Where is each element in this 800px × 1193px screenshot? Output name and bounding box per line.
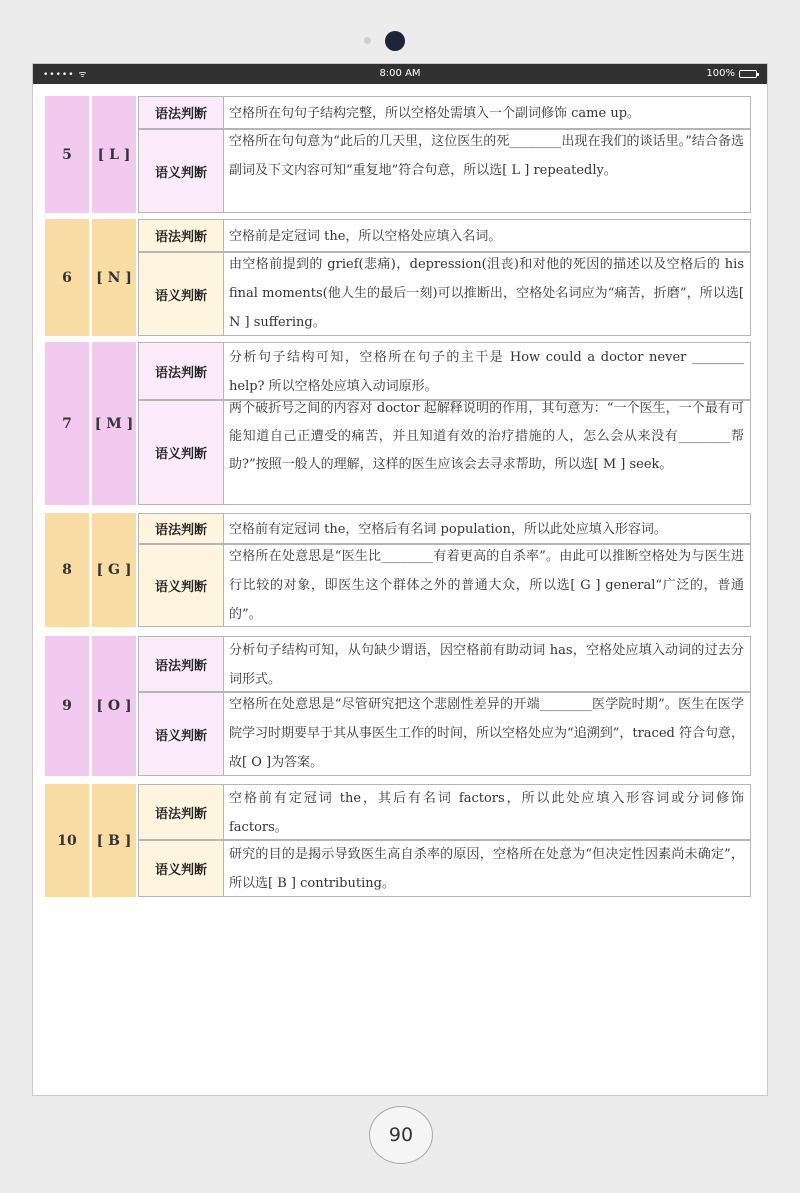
explanation-text: 研究的目的是揭示导致医生高自杀率的原因，空格所在处意为“但决定性因素尚未确定”，所以选[ B ] contributing。 [229,847,744,891]
tablet-screen [32,63,768,1096]
explanation-text: 空格前是定冠词 the，所以空格处应填入名词。 [229,229,502,244]
answer-letter: [ M ] [92,342,136,505]
front-camera [385,31,405,51]
grammar-row [138,636,751,692]
question-number: 7 [45,342,89,505]
category-label: 语法判断 [139,785,224,839]
signal-icon: ••••• ᯤ [43,70,88,80]
explanation-text: 分析句子结构可知，从句缺少谓语，因空格前有助动词 has，空格处应填入动词的过去分词形式。 [229,643,744,687]
status-time: 8:00 AM [379,68,421,79]
grammar-row [138,784,751,840]
battery-icon [739,70,757,78]
explanation-text: 空格前有定冠词 the，其后有名词 factors，所以此处应填入形容词或分词修饰 factors。 [229,791,744,835]
category-label: 语义判断 [139,253,224,335]
question-number: 9 [45,636,89,776]
answer-item-6 [45,219,751,336]
ambient-sensor [364,37,371,44]
category-label: 语义判断 [139,130,224,212]
meaning-row [138,692,751,776]
question-number: 6 [45,219,89,336]
explanation-text: 空格所在句句意为“此后的几天里，这位医生的死________出现在我们的谈话里。”结合备选副词及下文内容可知“重复地”符合句意，所以选[ L ] repeatedly。 [229,134,744,178]
explanation-text: 空格前有定冠词 the，空格后有名词 population，所以此处应填入形容词。 [229,522,667,537]
question-number: 8 [45,513,89,627]
category-label: 语法判断 [139,637,224,691]
answer-letter: [ L ] [92,96,136,213]
answer-item-8 [45,513,751,627]
meaning-row [138,252,751,336]
question-number: 10 [45,784,89,897]
answer-item-7 [45,342,751,505]
answer-letter: [ N ] [92,219,136,336]
category-label: 语法判断 [139,343,224,399]
category-label: 语义判断 [139,401,224,504]
meaning-row [138,544,751,627]
question-number: 5 [45,96,89,213]
grammar-row [138,513,751,544]
meaning-row [138,840,751,897]
category-label: 语义判断 [139,693,224,775]
category-label: 语义判断 [139,841,224,896]
category-label: 语义判断 [139,545,224,626]
answer-item-5 [45,96,751,213]
page-number: 90 [369,1106,433,1164]
answer-letter: [ G ] [92,513,136,627]
grammar-row [138,342,751,400]
explanation-text: 两个破折号之间的内容对 doctor 起解释说明的作用，其句意为：“一个医生，一个最有可能知道自己正遭受的痛苦，并且知道有效的治疗措施的人，怎么会从来没有________帮助?”按照一般人的理解，这样的医生应该会去寻求帮助，所以选[ M ] seek。 [229,401,744,472]
answer-item-9 [45,636,751,776]
grammar-row [138,96,751,129]
answer-letter: [ O ] [92,636,136,776]
battery-percent: 100% [706,68,735,79]
answer-letter: [ B ] [92,784,136,897]
explanation-text: 空格所在处意思是“尽管研究把这个悲剧性差异的开端________医学院时期”。医生在医学院学习时期要早于其从事医生工作的时间，所以空格处应为“追溯到”，traced 符合句意，故[ O ]为答案。 [229,697,744,770]
explanation-text: 由空格前提到的 grief(悲痛)，depression(沮丧)和对他的死因的描述以及空格后的 his final moments(他人生的最后一刻)可以推断出，空格处名词应为“痛苦，折磨”，所以选[ N ] suffering。 [229,257,744,330]
grammar-row [138,219,751,252]
explanation-text: 空格所在处意思是“医生比________有着更高的自杀率”。由此可以推断空格处为与医生进行比较的对象，即医生这个群体之外的普通大众，所以选[ G ] general“广泛的，普通的”。 [229,549,744,622]
category-label: 语法判断 [139,220,224,251]
explanation-text: 分析句子结构可知，空格所在句子的主干是 How could a doctor never ________ help? 所以空格处应填入动词原形。 [229,350,744,394]
answer-item-10 [45,784,751,897]
category-label: 语法判断 [139,97,224,128]
category-label: 语法判断 [139,514,224,543]
status-bar [33,64,767,84]
meaning-row [138,400,751,505]
explanation-text: 空格所在句句子结构完整，所以空格处需填入一个副词修饰 came up。 [229,106,641,121]
meaning-row [138,129,751,213]
